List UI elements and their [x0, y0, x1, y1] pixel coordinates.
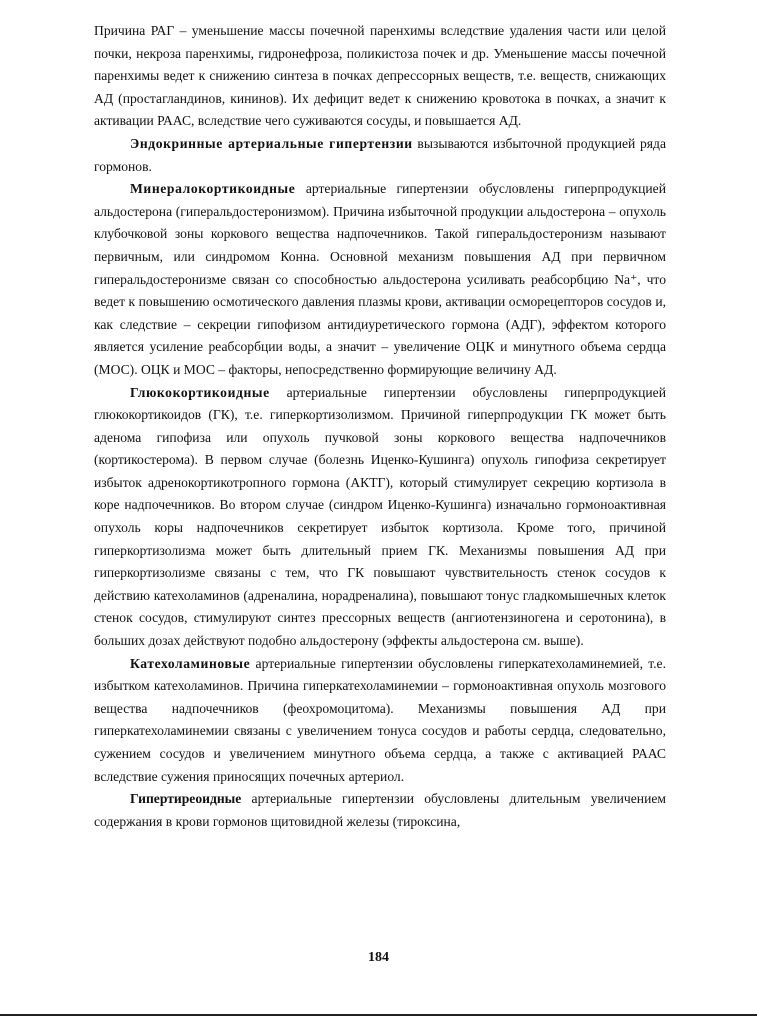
paragraph-4: Глюкокортикоидные артериальные гипертензии обусловлены гиперпродукцией глюкокортикоидов (ГК), т.е. гиперкортизолизмом. Причиной гиперпродукции ГК может быть аденома гипофиза или опухоль пучковой зоны коркового вещества надпочечников (кортикостерома). В первом случае (болезнь Иценко-Кушинга) опухоль гипофиза секретирует избыток адренокортикотропного гормона (АКТГ), который стимулирует секрецию кортизола в коре надпочечников. Во втором случае (синдром Иценко-Кушинга) изначально гормоноактивная опухоль коры надпочечников секретирует избыток кортизола. Кроме того, причиной гиперкортизолизма может быть длительный прием ГК. Механизмы повышения АД при гиперкортизолизме связаны с тем, что ГК повышают чувствительность стенок сосудов к действию катехоламинов (адреналина, норадреналина), повышают тонус гладкомышечных клеток стенок сосудов, стимулируют синтез прессорных веществ (ангиотензиногена и серотонина), в больших дозах действуют подобно альдостерону (эффекты альдостерона см. выше). — [94, 384, 666, 649]
term-endocrine: Эндокринные артериальные гипертензии — [130, 135, 413, 151]
paragraph-2: Эндокринные артериальные гипертензии вызываются избыточной продукцией ряда гормонов. — [94, 135, 667, 174]
term-mineralocorticoid: Минералокортикоидные — [130, 181, 296, 197]
page-number: 184 — [368, 950, 389, 965]
body-text — [94, 20, 666, 833]
term-catecholamine: Катехоламиновые — [130, 655, 251, 671]
page-edge-divider — [0, 1014, 757, 1016]
paragraph-1: Причина РАГ – уменьшение массы почечной паренхимы вследствие удаления части или целой почки, некроза паренхимы, гидронефроза, поликистоза почек и др. Уменьшение массы почечной паренхимы ведет к снижению синтеза в почках депрессорных веществ, т.е. веществ, снижающих АД (простагландинов, кининов). Их дефицит ведет к снижению кровотока в почках, а значит к активации РААС, вследствие чего суживаются сосуды, и повышается АД. — [94, 23, 666, 129]
paragraph-5: Катехоламиновые артериальные гипертензии обусловлены гиперкатехоламинемией, т.е. избытком катехоламинов. Причина гиперкатехоламинемии – гормоноактивная опухоль мозгового вещества надпочечников (феохромоцитома). Механизмы повышения АД при гиперкатехоламинемии связаны с увеличением тонуса сосудов и работы сердца, следовательно, сужением сосудов и увеличением минутного объема сердца, а также с активацией РААС вследствие сужения приносящих почечных артериол. — [94, 655, 666, 784]
paragraph-6: Гипертиреоидные артериальные гипертензии обусловлены длительным увеличением содержания в крови гормонов щитовидной железы (тироксина, — [94, 791, 666, 829]
term-glucocorticoid: Глюкокортикоидные — [130, 384, 270, 400]
paragraph-3: Минералокортикоидные артериальные гипертензии обусловлены гиперпродукцией альдостерона (гиперальдостеронизмом). Причина избыточной продукции альдостерона – опухоль клубочковой зоны коркового вещества надпочечников. Такой гиперальдостеронизм называют первичным, или синдромом Конна. Основной механизм повышения АД при первичном гиперальдостеронизме связан со способностью альдостерона усиливать реабсорбцию Na⁺, что ведет к повышению осмотического давления плазмы крови, активации осморецепторов сосудов и, как следствие – секреции гипофизом антидиуретического гормона (АДГ), эффектом которого является усиление реабсорбции воды, а значит – увеличение ОЦК и минутного объема сердца (МОС). ОЦК и МОС – факторы, непосредственно формирующие величину АД. — [94, 181, 666, 377]
term-hyperthyroid: Гипертиреоидные — [130, 791, 242, 807]
